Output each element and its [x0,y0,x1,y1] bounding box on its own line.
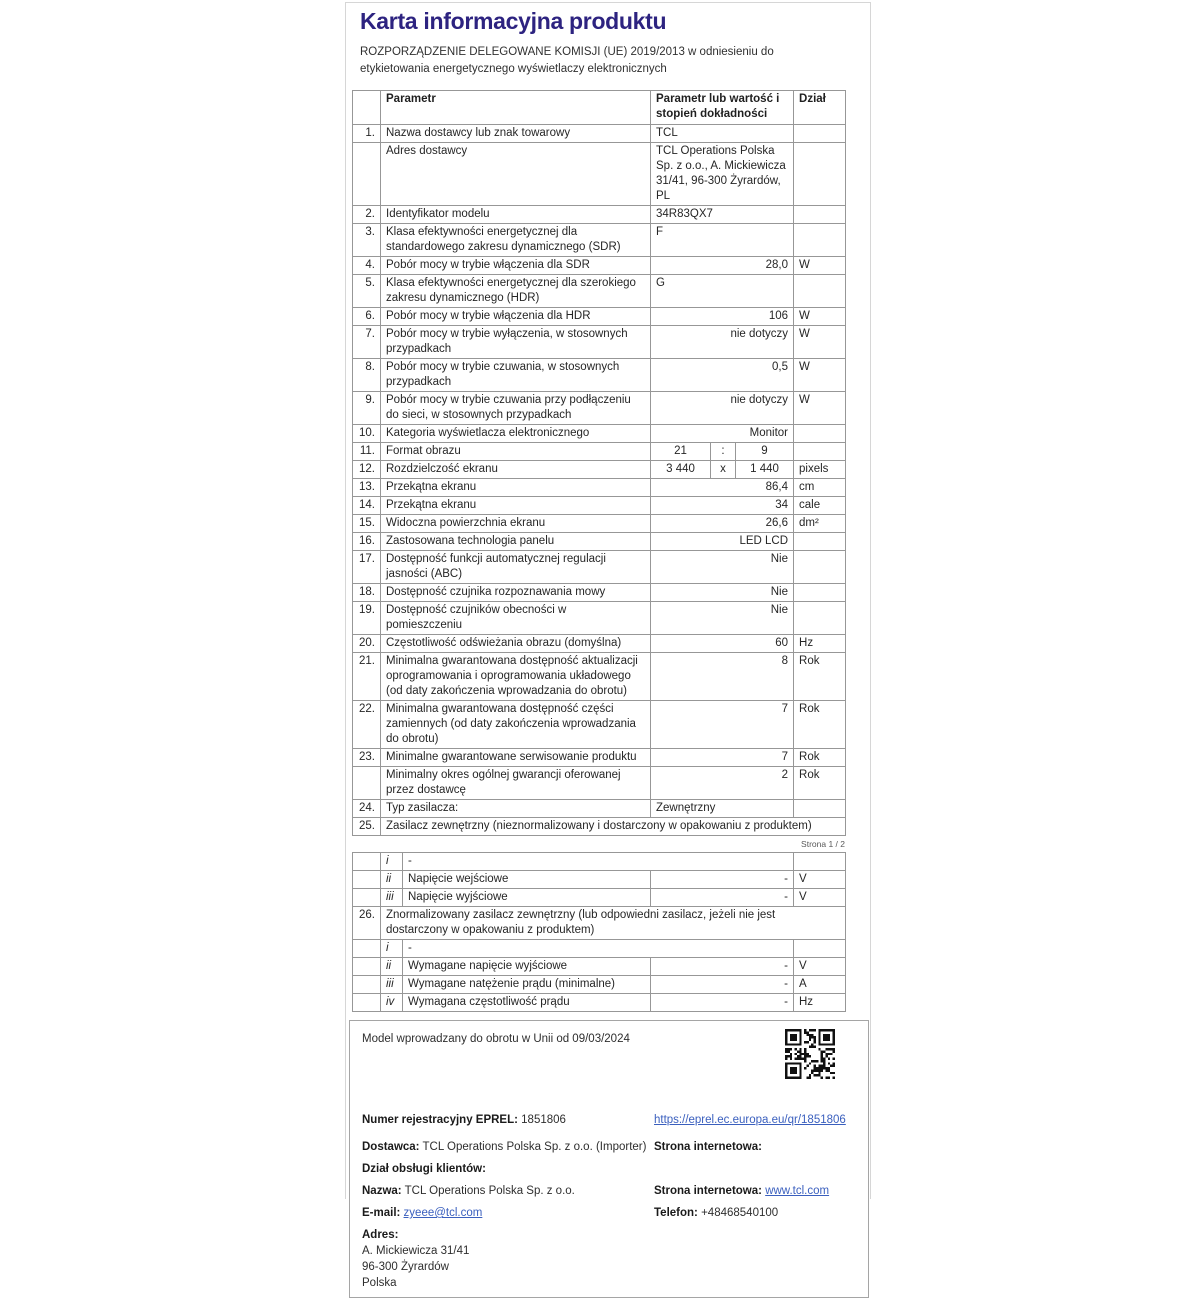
cell-number [353,994,381,1012]
cell-parameter: Dostępność czujnika rozpoznawania mowy [381,584,651,602]
cell-unit [794,275,846,308]
eprel-link[interactable]: https://eprel.ec.europa.eu/qr/1851806 [654,1114,846,1126]
cell-value: 8 [651,653,794,701]
cell-number: 24. [353,800,381,818]
table-row [353,443,846,461]
product-information-sheet [345,2,871,1289]
table-row [353,818,846,836]
cell-parameter: Napięcie wejściowe [403,871,651,889]
qr-code [785,1029,835,1079]
cell-number: 12. [353,461,381,479]
supplier-label: Dostawca: [362,1141,420,1153]
cell-value: LED LCD [651,533,794,551]
phone-label: Telefon: [654,1207,698,1219]
cell-unit: cm [794,479,846,497]
cell-value-1: 3 440 [651,461,711,479]
cell-number: 7. [353,326,381,359]
table-row [353,800,846,818]
cell-value: 7 [651,749,794,767]
cell-value: Monitor [651,425,794,443]
cell-value: TCL [651,125,794,143]
cell-value-2: 9 [736,443,794,461]
cell-section-text: Znormalizowany zasilacz zewnętrzny (lub odpowiedni zasilacz, jeżeli nie jest dostarczony w opakowaniu z produktem) [381,907,846,940]
cell-value: G [651,275,794,308]
table-row [353,767,846,800]
cell-number: 15. [353,515,381,533]
cell-number [353,889,381,907]
cell-value: TCL Operations Polska Sp. z o.o., A. Mickiewicza 31/41, 96-300 Żyrardów, PL [651,143,794,206]
cell-value: 86,4 [651,479,794,497]
cell-roman-numeral: i [381,853,403,871]
cell-number: 23. [353,749,381,767]
cell-number [353,940,381,958]
cell-unit [794,224,846,257]
cell-unit [794,853,846,871]
cell-number: 8. [353,359,381,392]
cell-roman-numeral: iii [381,976,403,994]
cell-parameter: Zastosowana technologia panelu [381,533,651,551]
cell-number: 21. [353,653,381,701]
cell-roman-numeral: ii [381,871,403,889]
cell-parameter: Identyfikator modelu [381,206,651,224]
cell-unit [794,443,846,461]
cell-parameter: Minimalna gwarantowana dostępność części zamiennych (od daty zakończenia wprowadzania do obrotu) [381,701,651,749]
name-value: TCL Operations Polska Sp. z o.o. [404,1185,575,1197]
table-row [353,749,846,767]
cell-unit: V [794,958,846,976]
cell-parameter: Adres dostawcy [381,143,651,206]
cell-value: 26,6 [651,515,794,533]
cell-value: Nie [651,602,794,635]
cell-value: - [651,889,794,907]
cell-unit: Rok [794,701,846,749]
address-label: Adres: [362,1229,399,1241]
cell-unit [794,206,846,224]
cell-parameter: Format obrazu [381,443,651,461]
product-parameters-table [352,90,846,836]
email-row [362,1206,856,1221]
cell-number: 25. [353,818,381,836]
cell-value: 106 [651,308,794,326]
cell-value: nie dotyczy [651,392,794,425]
cell-unit [794,551,846,584]
table-row [353,889,846,907]
table-header-row [353,91,846,125]
table-row [353,125,846,143]
cell-number [353,958,381,976]
table-row [353,206,846,224]
cell-number [353,143,381,206]
cell-value: - [651,976,794,994]
website-label: Strona internetowa: [654,1141,762,1153]
cell-value: - [651,958,794,976]
cell-unit: W [794,359,846,392]
cell-number: 4. [353,257,381,275]
eprel-label: Numer rejestracyjny EPREL: [362,1114,518,1126]
table-row [353,359,846,392]
cell-value-separator: x [711,461,736,479]
cell-parameter: Klasa efektywności energetycznej dla standardowego zakresu dynamicznego (SDR) [381,224,651,257]
header-unit: Dział [794,91,846,125]
table-row [353,976,846,994]
cell-number: 2. [353,206,381,224]
page-number-note: Strona 1 / 2 [801,839,845,849]
cell-number: 10. [353,425,381,443]
cell-value: 7 [651,701,794,749]
table-row [353,994,846,1012]
cell-parameter: Częstotliwość odświeżania obrazu (domyślna) [381,635,651,653]
power-supply-table [352,852,846,1012]
cell-unit [794,143,846,206]
table-row [353,461,846,479]
cell-unit: W [794,326,846,359]
cell-value: - [651,871,794,889]
cell-parameter: Minimalna gwarantowana dostępność aktualizacji oprogramowania i oprogramowania układowego (od daty zakończenia wprowadzania do obrotu) [381,653,651,701]
customer-dept-row [362,1162,856,1177]
cell-value: 28,0 [651,257,794,275]
cell-parameter: Pobór mocy w trybie włączenia dla HDR [381,308,651,326]
cell-value: Nie [651,551,794,584]
cell-number: 5. [353,275,381,308]
cell-parameter: Przekątna ekranu [381,497,651,515]
name-label: Nazwa: [362,1185,402,1197]
cell-value: Zewnętrzny [651,800,794,818]
cell-parameter: Nazwa dostawcy lub znak towarowy [381,125,651,143]
table-row [353,584,846,602]
cell-unit: V [794,889,846,907]
cell-parameter: Minimalne gwarantowane serwisowanie produktu [381,749,651,767]
table-row [353,653,846,701]
cell-number: 26. [353,907,381,940]
cell-number [353,767,381,800]
cell-parameter: Minimalny okres ogólnej gwarancji oferowanej przez dostawcę [381,767,651,800]
table-row [353,308,846,326]
cell-parameter: Pobór mocy w trybie czuwania przy podłączeniu do sieci, w stosownych przypadkach [381,392,651,425]
cell-parameter: Pobór mocy w trybie włączenia dla SDR [381,257,651,275]
cell-unit [794,533,846,551]
address-line: A. Mickiewicza 31/41 [362,1245,470,1257]
cell-unit: Rok [794,767,846,800]
cell-unit: dm² [794,515,846,533]
cell-unit: Hz [794,994,846,1012]
cell-number: 18. [353,584,381,602]
cell-parameter: Wymagane natężenie prądu (minimalne) [403,976,651,994]
header-value: Parametr lub wartość i stopień dokładności [651,91,794,125]
email-link[interactable]: zyeee@tcl.com [403,1207,483,1219]
cell-value: - [651,994,794,1012]
table-row [353,425,846,443]
cell-parameter: Pobór mocy w trybie wyłączenia, w stosownych przypadkach [381,326,651,359]
cell-unit: W [794,257,846,275]
cell-number [353,976,381,994]
cell-unit: W [794,392,846,425]
cell-number: 22. [353,701,381,749]
cell-number: 1. [353,125,381,143]
cell-roman-numeral: i [381,940,403,958]
cell-number [353,853,381,871]
phone-value: +48468540100 [701,1207,779,1219]
cell-roman-numeral: iv [381,994,403,1012]
table-row [353,635,846,653]
website-link[interactable]: www.tcl.com [765,1185,830,1197]
eprel-number: 1851806 [521,1114,566,1126]
table-row [353,515,846,533]
eprel-row [362,1113,856,1128]
table-row [353,257,846,275]
table-row [353,853,846,871]
cell-unit: W [794,308,846,326]
table-row [353,907,846,940]
cell-number: 3. [353,224,381,257]
table-row [353,479,846,497]
supplier-value: TCL Operations Polska Sp. z o.o. (Importer) [422,1141,647,1153]
cell-number: 16. [353,533,381,551]
cell-value: 34 [651,497,794,515]
cell-unit [794,125,846,143]
cell-unit: A [794,976,846,994]
regulation-subtitle: ROZPORZĄDZENIE DELEGOWANE KOMISJI (UE) 2019/2013 w odniesieniu do etykietowania energetycznego wyświetlaczy elektronicznych [360,46,774,75]
cell-number: 20. [353,635,381,653]
cell-number: 13. [353,479,381,497]
cell-parameter-merged: Zasilacz zewnętrzny (nieznormalizowany i dostarczony w opakowaniu z produktem) [381,818,846,836]
table-row [353,958,846,976]
cell-value: 34R83QX7 [651,206,794,224]
cell-parameter: Wymagane napięcie wyjściowe [403,958,651,976]
cell-unit [794,800,846,818]
table-row [353,275,846,308]
table-row [353,497,846,515]
table-row [353,326,846,359]
table-row [353,602,846,635]
cell-unit: pixels [794,461,846,479]
cell-parameter: - [403,940,794,958]
cell-unit: cale [794,497,846,515]
table-row [353,551,846,584]
cell-number: 9. [353,392,381,425]
table-row [353,940,846,958]
cell-unit: Rok [794,653,846,701]
cell-roman-numeral: ii [381,958,403,976]
cell-unit: Rok [794,749,846,767]
address-line: Polska [362,1277,397,1289]
table-row [353,392,846,425]
address-lines [362,1243,654,1291]
cell-value-2: 1 440 [736,461,794,479]
address-line: 96-300 Żyrardów [362,1261,449,1273]
cell-parameter: Kategoria wyświetlacza elektronicznego [381,425,651,443]
market-entry-row [362,1032,856,1047]
cell-parameter: - [403,853,794,871]
website2-label: Strona internetowa: [654,1185,762,1197]
address-row [362,1228,856,1291]
cell-roman-numeral: iii [381,889,403,907]
cell-number: 14. [353,497,381,515]
table-row [353,224,846,257]
cell-unit: Hz [794,635,846,653]
cell-unit [794,584,846,602]
customer-dept-label: Dział obsługi klientów: [362,1163,486,1175]
cell-parameter: Rozdzielczość ekranu [381,461,651,479]
cell-value-separator: : [711,443,736,461]
email-label: E-mail: [362,1207,401,1219]
cell-value: 2 [651,767,794,800]
cell-parameter: Przekątna ekranu [381,479,651,497]
cell-number: 6. [353,308,381,326]
cell-unit: V [794,871,846,889]
cell-value: nie dotyczy [651,326,794,359]
table-row [353,701,846,749]
cell-value: 0,5 [651,359,794,392]
table-row [353,143,846,206]
cell-number [353,871,381,889]
cell-value: F [651,224,794,257]
table-row [353,533,846,551]
cell-parameter: Klasa efektywności energetycznej dla szerokiego zakresu dynamicznego (HDR) [381,275,651,308]
cell-parameter: Wymagana częstotliwość prądu [403,994,651,1012]
cell-parameter: Widoczna powierzchnia ekranu [381,515,651,533]
eprel-footer-box [349,1020,869,1298]
cell-unit [794,602,846,635]
cell-number: 11. [353,443,381,461]
page-title: Karta informacyjna produktu [360,8,667,34]
cell-parameter: Dostępność funkcji automatycznej regulacji jasności (ABC) [381,551,651,584]
cell-value-1: 21 [651,443,711,461]
cell-parameter: Dostępność czujników obecności w pomieszczeniu [381,602,651,635]
cell-value: Nie [651,584,794,602]
market-entry-text: Model wprowadzany do obrotu w Unii od 09/03/2024 [362,1033,630,1045]
cell-unit [794,425,846,443]
cell-number: 17. [353,551,381,584]
name-row [362,1184,856,1199]
cell-parameter: Napięcie wyjściowe [403,889,651,907]
cell-number: 19. [353,602,381,635]
cell-value: 60 [651,635,794,653]
cell-unit [794,940,846,958]
header-parameter: Parametr [381,91,651,125]
table-row [353,871,846,889]
cell-parameter: Pobór mocy w trybie czuwania, w stosownych przypadkach [381,359,651,392]
header-number-col [353,91,381,125]
cell-parameter: Typ zasilacza: [381,800,651,818]
supplier-row [362,1140,856,1155]
